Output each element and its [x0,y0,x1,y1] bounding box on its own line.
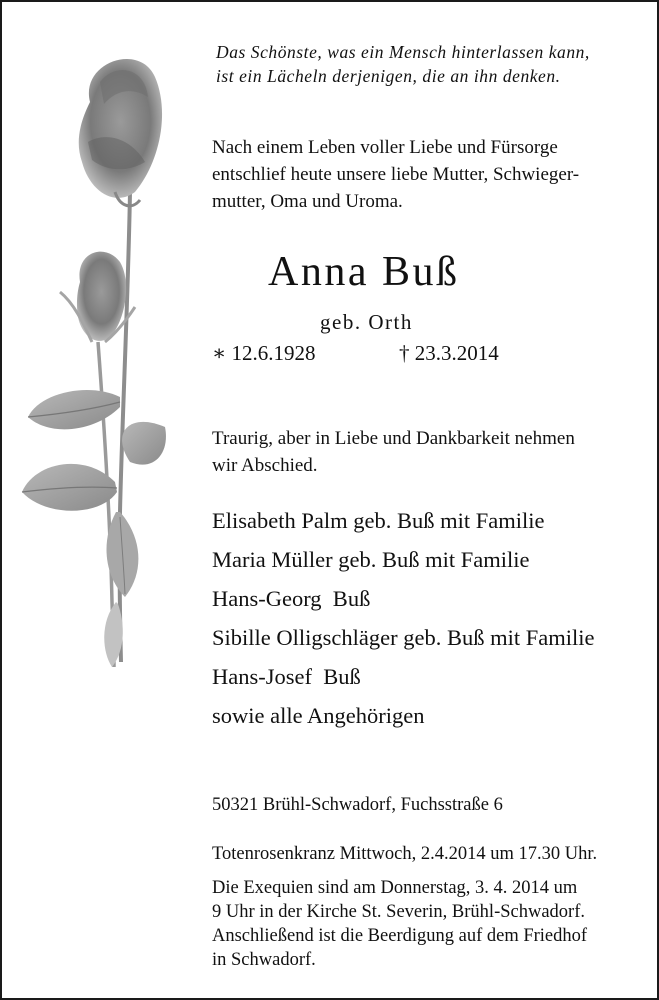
family-address: 50321 Brühl-Schwadorf, Fuchsstraße 6 [212,795,503,815]
quote-line-2: ist ein Lächeln derjenigen, die an ihn denken. [216,66,561,86]
burial-line-2: in Schwadorf. [212,950,316,970]
rose-illustration [20,42,170,682]
maiden-name: geb. Orth [320,310,413,334]
exequien-line-1: Die Exequien sind am Donnerstag, 3. 4. 2014 um [212,878,578,898]
birth-date: ∗ 12.6.1928 [212,341,316,365]
mourner-line: Hans-Georg Buß [212,586,371,611]
intro-line-1: Nach einem Leben voller Liebe und Fürsorge [212,137,558,158]
mourner-line: sowie alle Angehörigen [212,703,425,728]
burial-line-1: Anschließend ist die Beerdigung auf dem Friedhof [212,926,588,946]
rosary-info: Totenrosenkranz Mittwoch, 2.4.2014 um 17.30 Uhr. [212,844,598,864]
intro-line-2: entschlief heute unsere liebe Mutter, Schwieger- [212,164,580,185]
mourner-line: Maria Müller geb. Buß mit Familie [212,547,530,572]
intro-line-3: mutter, Oma und Uroma. [212,191,403,212]
mourner-line: Sibille Olligschläger geb. Buß mit Familie [212,625,595,650]
death-date: † 23.3.2014 [399,341,499,365]
farewell-line-2: wir Abschied. [212,455,318,476]
quote-line-1: Das Schönste, was ein Mensch hinterlassen kann, [216,42,590,62]
exequien-line-2: 9 Uhr in der Kirche St. Severin, Brühl-Schwadorf. [212,902,585,922]
mourner-line: Hans-Josef Buß [212,664,361,689]
mourner-line: Elisabeth Palm geb. Buß mit Familie [212,508,545,533]
deceased-name: Anna Buß [268,249,460,295]
farewell-line-1: Traurig, aber in Liebe und Dankbarkeit nehmen [212,428,575,449]
